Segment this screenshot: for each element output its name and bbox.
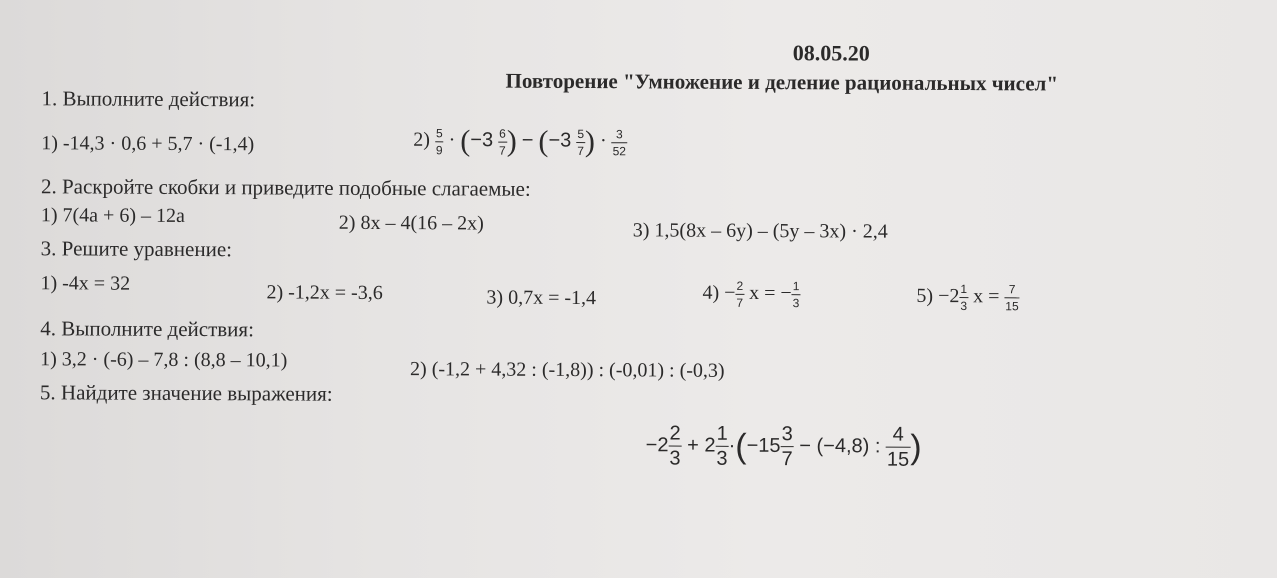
- denominator: 3: [715, 446, 728, 469]
- whole-part: −15: [746, 434, 781, 457]
- label: 5) −2: [916, 284, 960, 308]
- task1-expression-2: [413, 126, 627, 157]
- dot: ·: [728, 434, 736, 457]
- denominator: 7: [498, 141, 507, 156]
- close-paren: ): [910, 428, 922, 467]
- minus-sign: −: [521, 129, 534, 152]
- denominator: 52: [612, 142, 627, 157]
- equation-middle: x =: [973, 285, 1000, 308]
- fraction: [435, 127, 444, 156]
- denominator: 15: [1004, 297, 1019, 312]
- numerator: 4: [892, 423, 904, 446]
- close-paren: ): [506, 124, 517, 158]
- task2-expression-1: 1) 7(4a + 6) – 12a: [40, 204, 185, 227]
- task2-expression-3: 3) 1,5(8x – 6y) – (5y – 3x) · 2,4: [632, 219, 888, 243]
- fraction: [886, 425, 910, 470]
- expression-rest: − (−4,8) :: [799, 434, 881, 458]
- denominator: 3: [959, 297, 968, 312]
- numerator: 2: [669, 422, 681, 445]
- fraction: [959, 283, 968, 312]
- fraction: [780, 424, 793, 469]
- denominator: 3: [668, 446, 681, 469]
- fraction: [792, 280, 801, 309]
- fraction: [576, 128, 585, 157]
- fraction: [715, 424, 728, 469]
- whole-part: −2: [645, 434, 669, 457]
- dot: ·: [599, 129, 607, 152]
- numerator: 1: [716, 422, 728, 445]
- task3-equation-3: 3) 0,7x = -1,4: [486, 286, 597, 310]
- denominator: 7: [735, 294, 744, 309]
- numerator: 1: [792, 279, 800, 294]
- fraction: [612, 128, 628, 157]
- page-title: Повторение "Умножение и деление рациональных чисел": [505, 68, 1059, 96]
- denominator: 15: [886, 447, 910, 470]
- numerator: 6: [499, 126, 506, 141]
- label: 2): [413, 128, 431, 151]
- task4-expression-2: 2) (-1,2 + 4,32 : (-1,8)) : (-0,01) : (-0,3): [410, 358, 725, 382]
- fraction: [668, 424, 681, 469]
- numerator: 5: [435, 125, 443, 140]
- task3-heading: 3. Решите уравнение:: [40, 236, 233, 262]
- task3-equation-2: 2) -1,2x = -3,6: [266, 281, 383, 305]
- numerator: 1: [960, 282, 968, 297]
- numerator: 3: [781, 423, 793, 446]
- task4-heading: 4. Выполните действия:: [40, 316, 255, 342]
- numerator: 7: [1008, 282, 1016, 297]
- task4-expression-1: 1) 3,2 · (-6) – 7,8 : (8,8 – 10,1): [40, 348, 288, 372]
- close-paren: ): [584, 125, 596, 159]
- numerator: 5: [577, 126, 585, 141]
- denominator: 9: [435, 141, 444, 156]
- task2-expression-2: 2) 8x – 4(16 – 2x): [338, 211, 484, 235]
- open-paren: (: [735, 427, 747, 466]
- denominator: 3: [792, 294, 801, 309]
- task3-equation-1: 1) -4x = 32: [40, 272, 131, 295]
- dot: ·: [448, 128, 456, 151]
- date: 08.05.20: [792, 40, 870, 66]
- whole-part: −3: [470, 129, 494, 152]
- denominator: 7: [576, 142, 585, 157]
- denominator: 7: [780, 446, 793, 469]
- fraction: [1004, 283, 1020, 312]
- equation-middle: x = −: [749, 282, 792, 305]
- task1-heading: 1. Выполните действия:: [41, 86, 256, 112]
- whole-part: −3: [548, 129, 572, 152]
- fraction: [735, 280, 744, 309]
- task5-expression: [646, 423, 922, 469]
- task3-equation-4: [702, 280, 800, 310]
- task2-heading: 2. Раскройте скобки и приведите подобные слагаемые:: [40, 174, 531, 201]
- open-paren: (: [460, 124, 471, 158]
- fraction: [498, 127, 507, 156]
- task1-expression-1: 1) -14,3 · 0,6 + 5,7 · (-1,4): [41, 132, 255, 156]
- plus-whole: + 2: [687, 434, 716, 457]
- open-paren: (: [538, 124, 549, 158]
- task3-equation-5: [916, 283, 1019, 313]
- numerator: 2: [736, 278, 744, 293]
- numerator: 3: [615, 126, 623, 141]
- task5-heading: 5. Найдите значение выражения:: [39, 380, 333, 406]
- label: 4) −: [702, 281, 736, 304]
